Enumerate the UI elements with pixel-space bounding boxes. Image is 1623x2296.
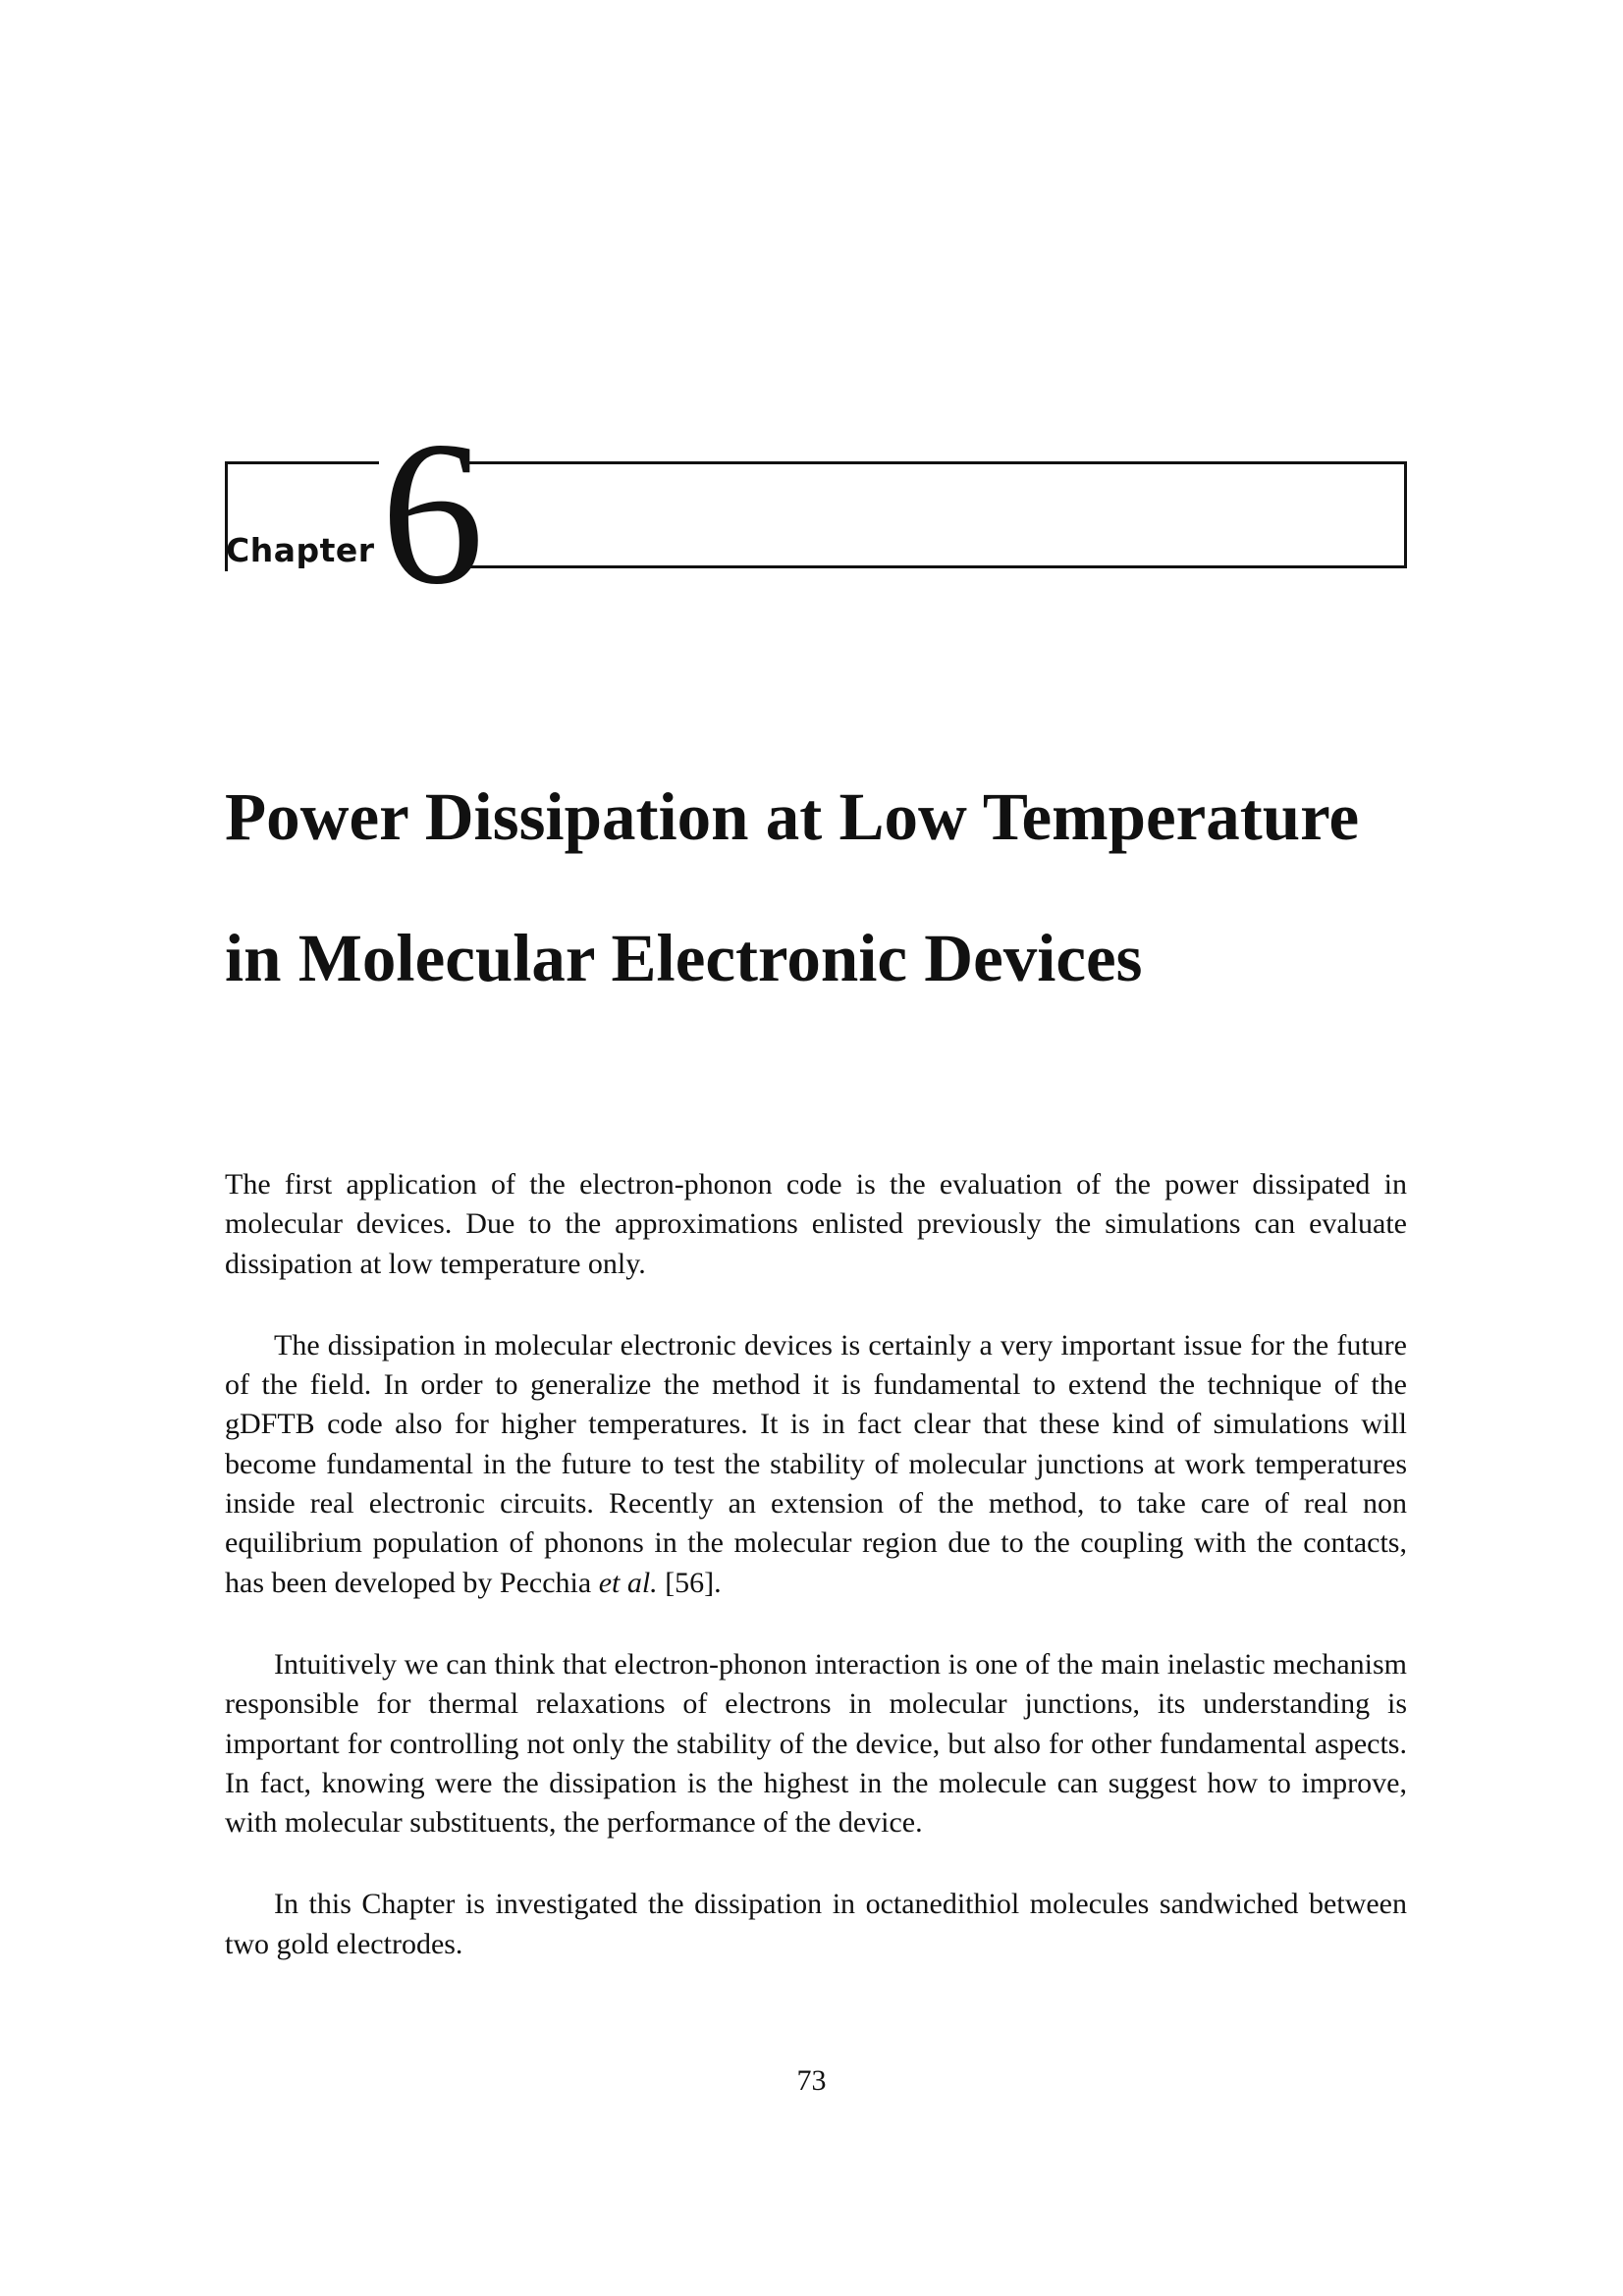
chapter-title bbox=[225, 746, 1501, 1029]
chapter-number: 6 bbox=[381, 400, 484, 627]
chapter-title-line-2: in Molecular Electronic Devices bbox=[225, 921, 1143, 995]
paragraph-2-text: The dissipation in molecular electronic devices is certainly a very important issue for the future of the field. In order to generalize the method it is fundamental to extend the technique of the gDFTB code also for higher temperatures. It is in fact clear that these kind of simulations will become fundamental in the future to test the stability of molecular junctions at work temperatures inside real electronic circuits. Recently an extension of the method, to take care of real non equilibrium population of phonons in the molecular region due to the coupling with the contacts, has been developed by Pecchia bbox=[225, 1328, 1407, 1599]
paragraph-2-etal: et al. bbox=[598, 1566, 658, 1599]
citation-link[interactable]: [56]. bbox=[665, 1566, 722, 1599]
paragraph-4: In this Chapter is investigated the dissipation in octanedithiol molecules sandwiched between two gold electrodes. bbox=[225, 1888, 1407, 1960]
chapter-frame-right bbox=[1404, 461, 1407, 567]
chapter-label: Chapter bbox=[226, 531, 375, 569]
paragraph-2 bbox=[225, 1326, 1407, 1603]
page-number: 73 bbox=[796, 2064, 827, 2097]
body-text bbox=[225, 1165, 1407, 2006]
paragraph-1: The first application of the electron-phonon code is the evaluation of the power dissipated in molecular devices. Due to the approximations enlisted previously the simulations can evaluate dissipation at low temperature only. bbox=[225, 1168, 1407, 1280]
paragraph-3: Intuitively we can think that electron-phonon interaction is one of the main inelastic mechanism responsible for thermal relaxations of electrons in molecular junctions, its understanding is important for controlling not only the stability of the device, but also for other fundamental aspects. In fact, knowing were the dissipation is the highest in the molecule can suggest how to improve, with molecular substituents, the performance of the device. bbox=[225, 1647, 1407, 1840]
chapter-frame-top-right bbox=[469, 461, 1406, 464]
chapter-title-line-1: Power Dissipation at Low Temperature bbox=[225, 779, 1360, 854]
chapter-frame-top-left bbox=[225, 461, 379, 464]
chapter-frame-bottom bbox=[463, 565, 1407, 568]
